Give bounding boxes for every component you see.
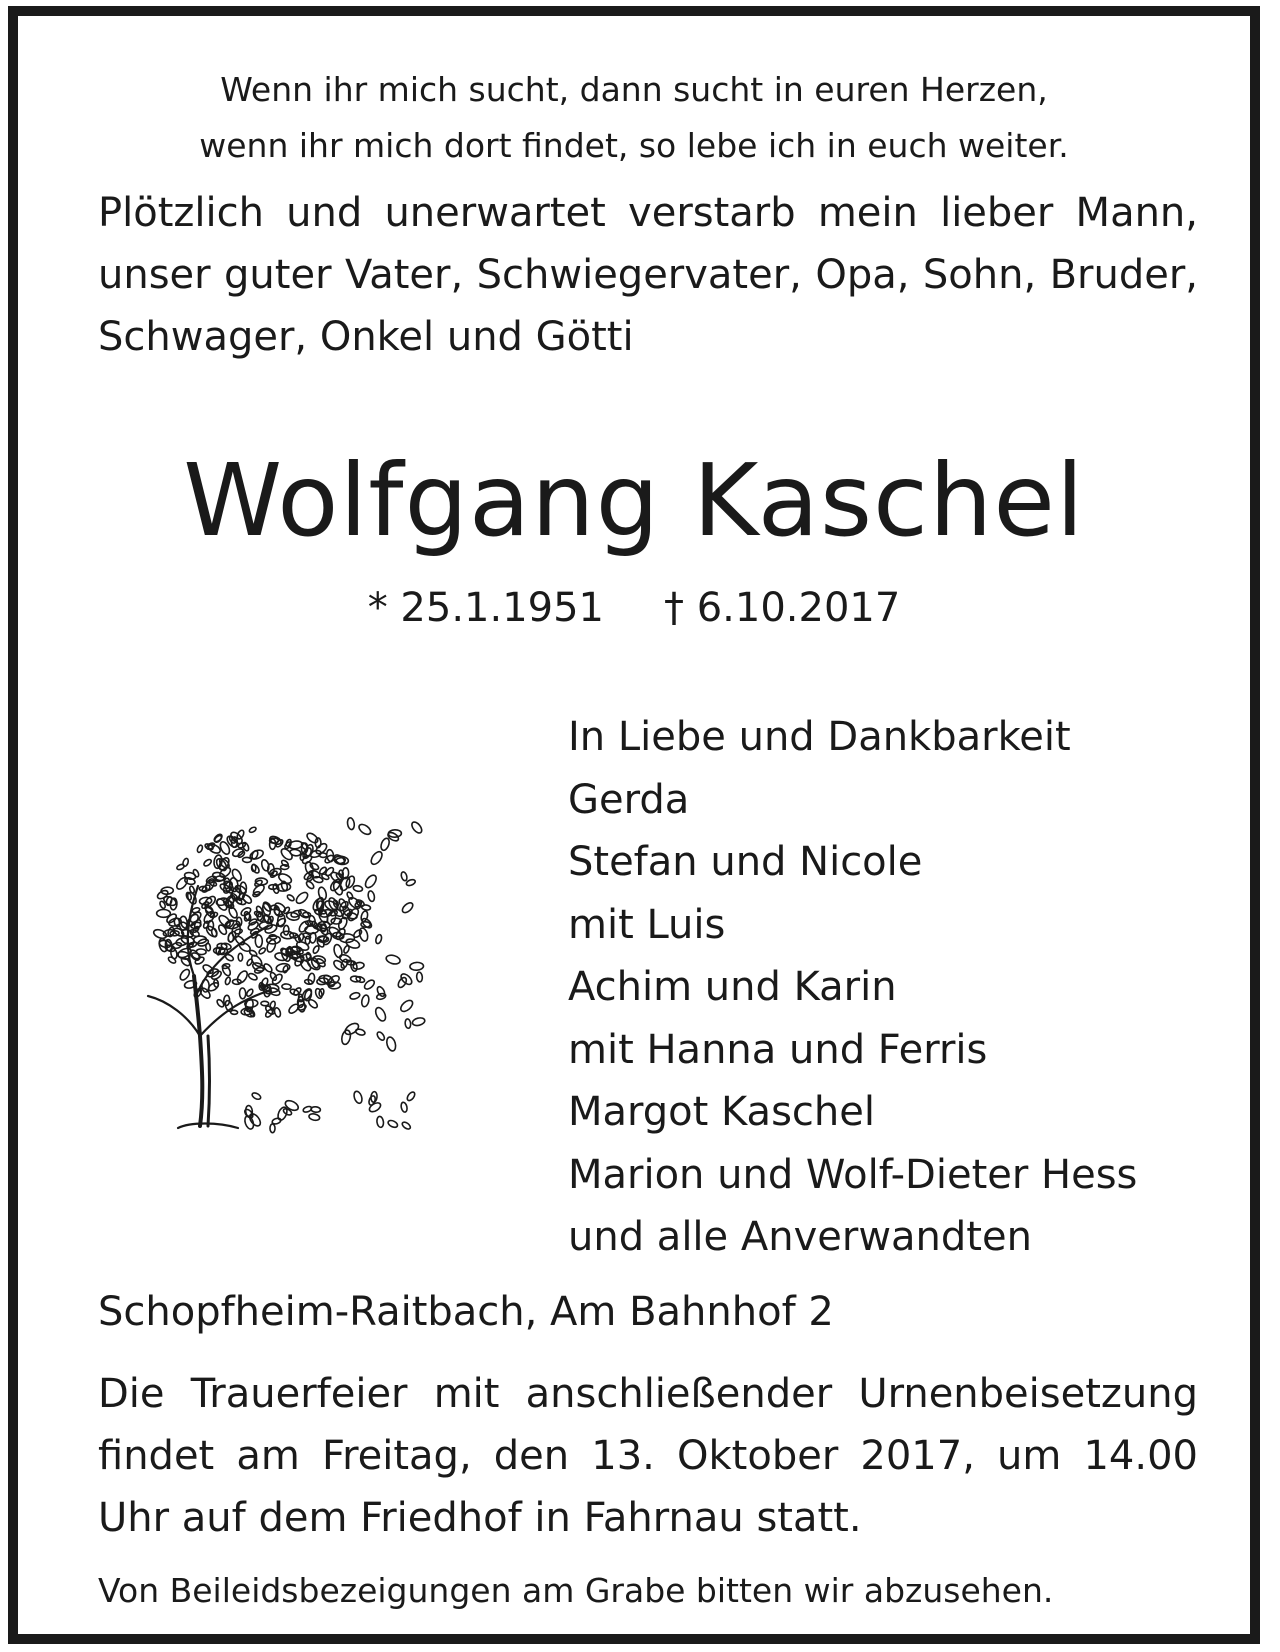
motto-line-2: wenn ihr mich dort findet, so lebe ich in euch weiter. [199, 126, 1069, 165]
windblown-tree-icon [138, 796, 428, 1141]
life-dates [18, 582, 1250, 634]
family-line: Margot Kaschel [568, 1089, 875, 1135]
obituary-frame [8, 6, 1260, 1644]
address: Schopfheim-Raitbach, Am Bahnhof 2 [98, 1289, 834, 1335]
birth-date: * 25.1.1951 [367, 585, 604, 631]
motto [18, 62, 1250, 174]
family-line: Marion und Wolf-Dieter Hess [568, 1151, 1138, 1198]
deceased-name: Wolfgang Kaschel [183, 442, 1085, 559]
family-line: mit Luis [568, 901, 726, 948]
condolence-note: Von Beileidsbezeigungen am Grabe bitten wir abzusehen. [98, 1571, 1054, 1610]
family-line: Achim und Karin [568, 964, 897, 1010]
family-line: Stefan und Nicole [568, 839, 923, 885]
motto-line-1: Wenn ihr mich sucht, dann sucht in euren Herzen, [220, 70, 1048, 109]
family-line: mit Hanna und Ferris [568, 1026, 988, 1073]
family-line: und alle Anverwandten [568, 1214, 1032, 1260]
family-line: In Liebe und Dankbarkeit [568, 714, 1071, 760]
ceremony-text: Die Trauerfeier mit anschließender Urnenbeisetzung findet am Freitag, den 13. Oktober 2017, um 14.00 Uhr auf dem Friedhof in Fahrnau statt. [98, 1371, 1198, 1541]
family-list [568, 706, 1137, 1269]
family-line: Gerda [568, 776, 690, 823]
intro-text: Plötzlich und unerwartet verstarb mein lieber Mann, unser guter Vater, Schwiegervater, Opa, Sohn, Bruder, Schwager, Onkel und Götti [98, 190, 1198, 360]
death-date: † 6.10.2017 [664, 585, 901, 631]
